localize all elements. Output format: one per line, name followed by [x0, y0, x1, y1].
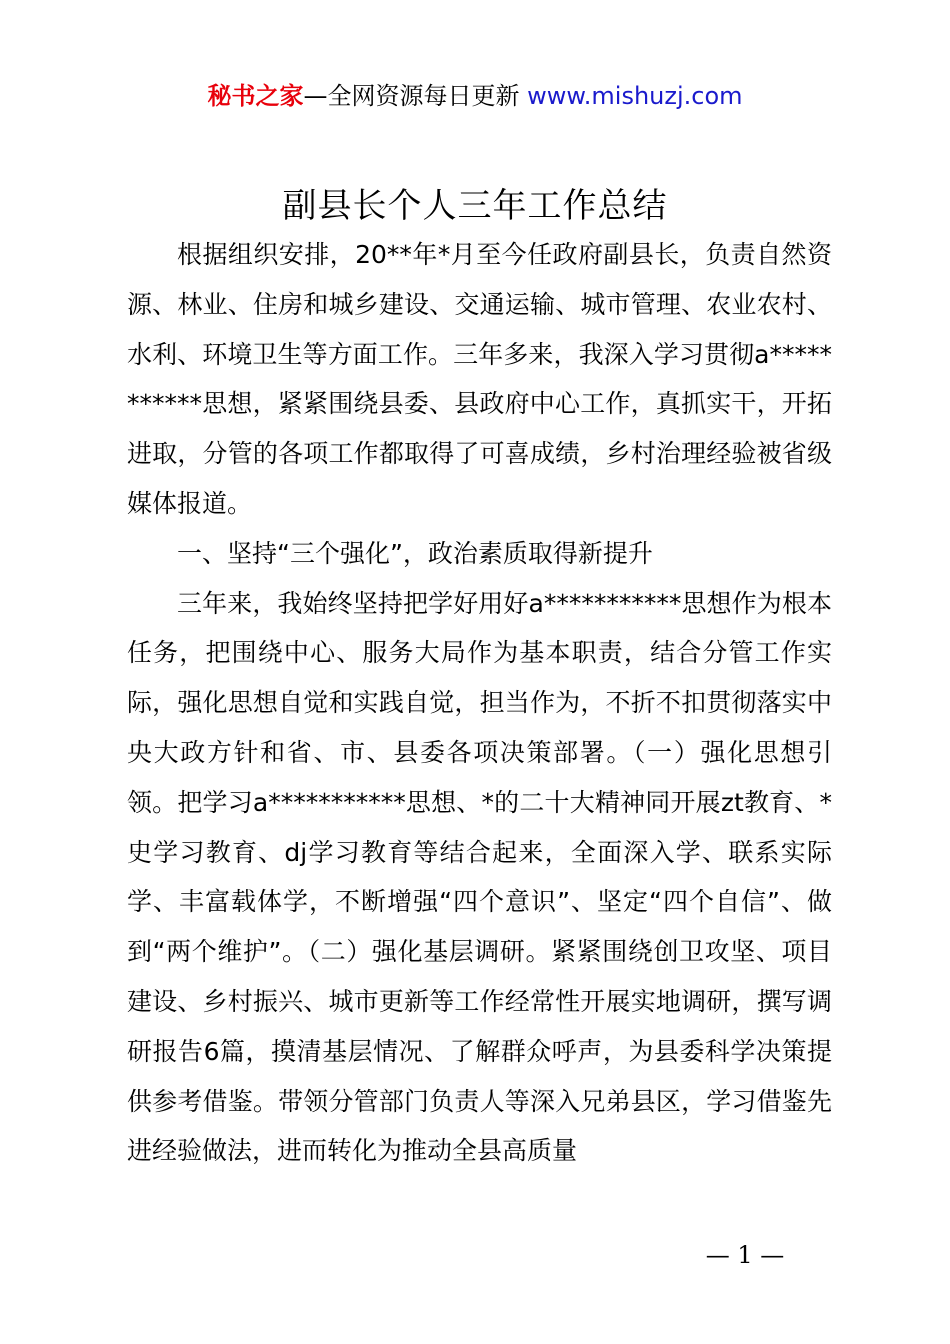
section-heading-1: 一、坚持“三个强化”，政治素质取得新提升	[177, 538, 653, 568]
document-body	[127, 230, 832, 1176]
header-tagline: —全网资源每日更新	[303, 82, 520, 110]
intro-paragraph: 根据组织安排，20**年*月至今任政府副县长，负责自然资源、林业、住房和城乡建设、交通运输、城市管理、农业农村、水利、环境卫生等方面工作。三年多来，我深入学习贯彻a***********思想，紧紧围绕县委、县政府中心工作，真抓实干，开拓进取，分管的各项工作都取得了可喜成绩，乡村治理经验被省级媒体报道。	[127, 240, 832, 518]
page-header	[0, 78, 950, 114]
brand-name: 秘书之家	[207, 82, 304, 110]
document-title: 副县长个人三年工作总结	[282, 186, 668, 226]
section-1-paragraph: 三年来，我始终坚持把学好用好a***********思想作为根本任务，把围绕中心、服务大局作为基本职责，结合分管工作实际，强化思想自觉和实践自觉，担当作为，不折不扣贯彻落实中央大政方针和省、市、县委各项决策部署。（一）强化思想引领。把学习a***********思想、*的二十大精神同开展zt教育、*史学习教育、dj学习教育等结合起来，全面深入学、联系实际学、丰富载体学，不断增强“四个意识”、坚定“四个自信”、做到“两个维护”。（二）强化基层调研。紧紧围绕创卫攻坚、项目建设、乡村振兴、城市更新等工作经常性开展实地调研，撰写调研报告6篇，摸清基层情况、了解群众呼声，为县委科学决策提供参考借鉴。带领分管部门负责人等深入兄弟县区，学习借鉴先进经验做法，进而转化为推动全县高质量	[127, 588, 832, 1166]
site-url-link[interactable]: www.mishuzj.com	[527, 82, 743, 110]
page-number: — 1 —	[705, 1241, 785, 1269]
